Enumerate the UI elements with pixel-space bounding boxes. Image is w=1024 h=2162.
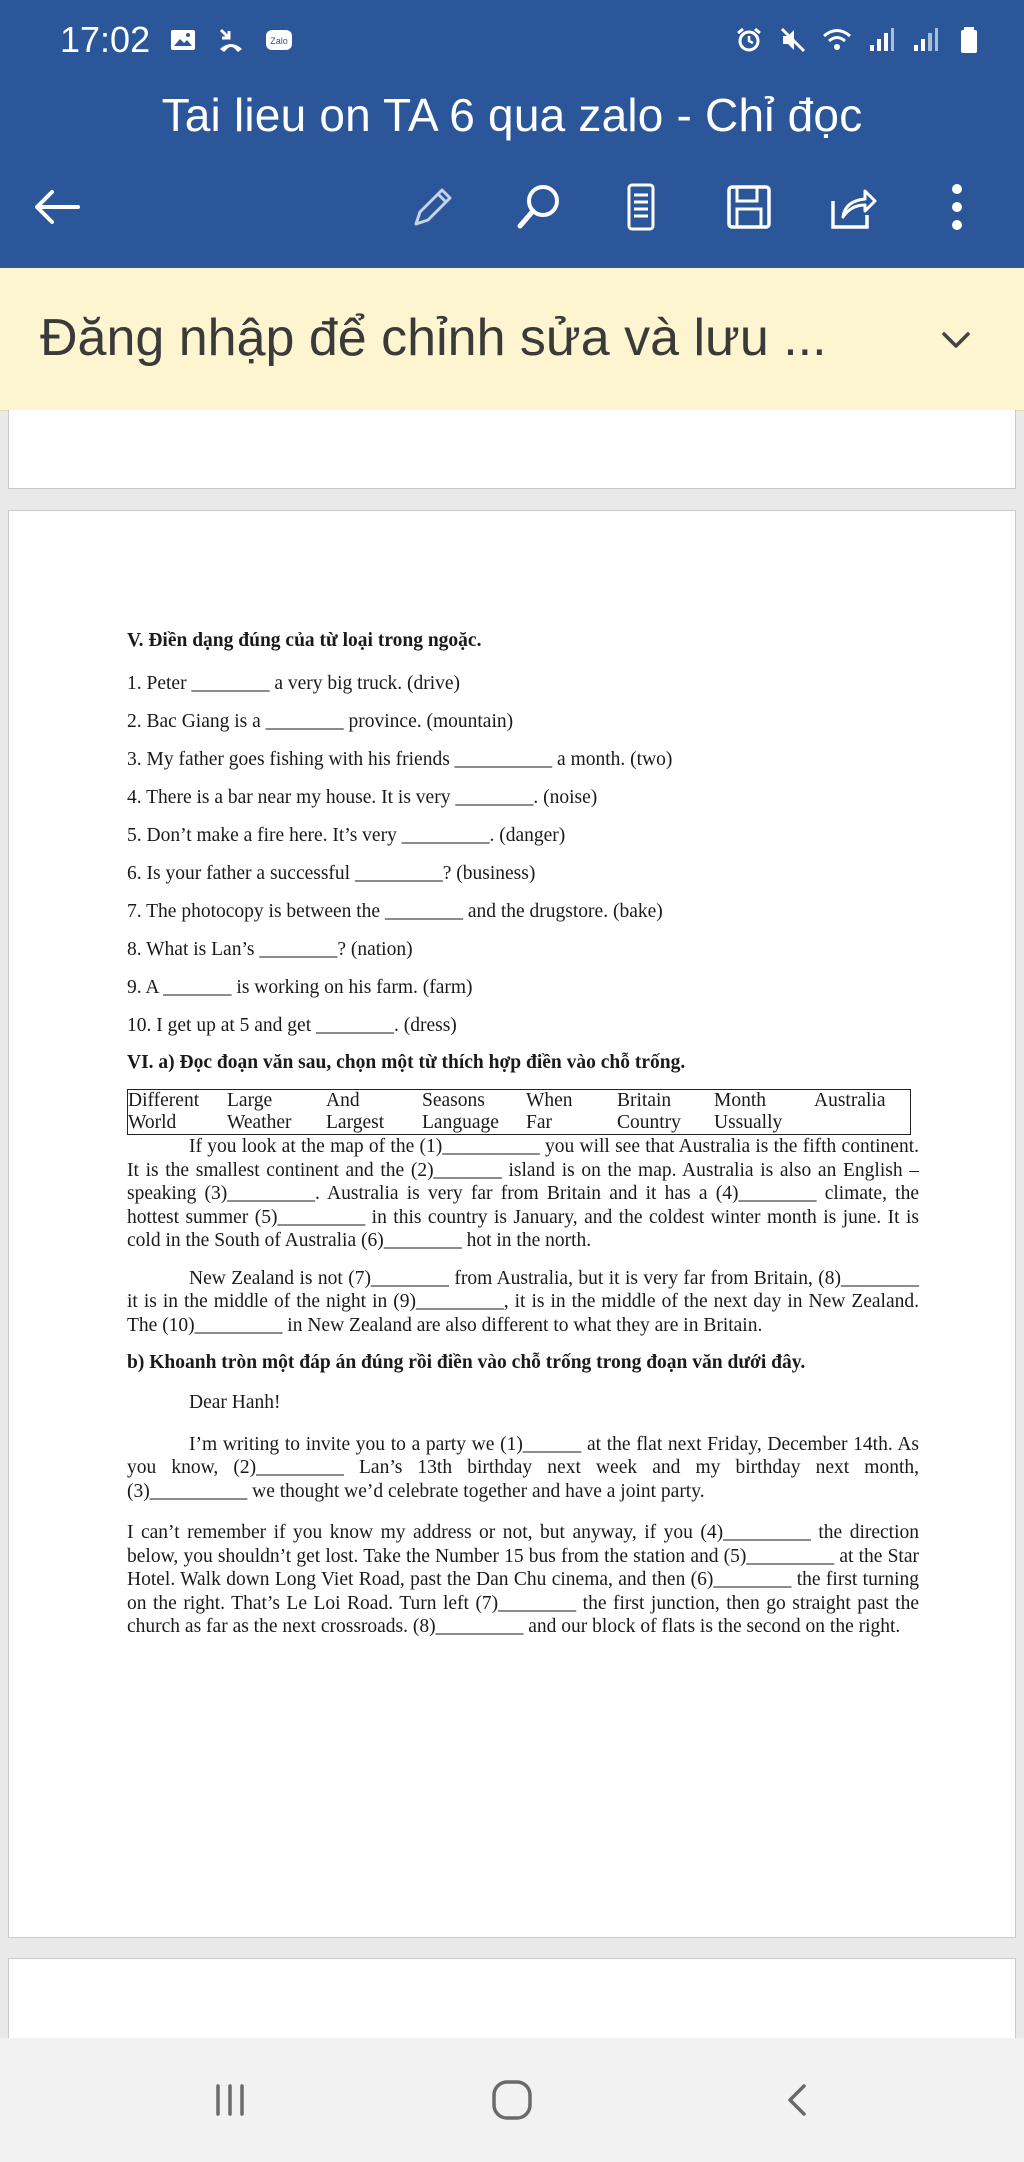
word-cell: Ussually [714, 1112, 783, 1133]
exercise-item: 9. A _______ is working on his farm. (farm) [127, 977, 473, 998]
signal-icon [910, 25, 940, 55]
wifi-icon [822, 25, 852, 55]
word-cell: And [326, 1090, 360, 1111]
status-time: 17:02 [60, 19, 151, 60]
exercise-item: 10. I get up at 5 and get ________. (dress) [127, 1015, 457, 1036]
word-cell: Far [526, 1112, 552, 1133]
document-body [127, 629, 919, 1639]
save-icon [723, 181, 775, 233]
letter-paragraph-2: I can’t remember if you know my address or not, but anyway, if you (4)_________ the direction below, you shouldn’t get lost. Take the Number 15 bus from the station and (5)_________ at the Star Hotel. Walk down Long Viet Road, past the Dan Chu cinema, and then (6)________ the first turning on the right. That’s Le Loi Road. Turn left (7)________ the first junction, then go straight past the church as far as the next crossroads. (8)_________ and our block of flats is the second on the right. [127, 1522, 919, 1637]
word-cell: Month [714, 1090, 767, 1111]
previous-page [8, 410, 1016, 489]
word-box-row [128, 1112, 910, 1134]
alarm-icon [734, 25, 764, 55]
exercise-item: 7. The photocopy is between the ________ and the drugstore. (bake) [127, 901, 663, 922]
document-page [8, 510, 1016, 1938]
word-box [127, 1089, 911, 1135]
more-icon [947, 181, 967, 233]
reading-paragraph-2: New Zealand is not (7)________ from Australia, but it is very far from Britain, (8)________ it is in the middle of the night in (9)_________, it is in the middle of the next day in New Zealand. The (10)_________ in New Zealand are also different to what they are in Britain. [127, 1267, 919, 1336]
missed-call-icon [216, 25, 246, 55]
document-title: Tai lieu on TA 6 qua zalo - Chỉ đọc [161, 89, 863, 141]
image-icon [168, 25, 198, 55]
back-icon [30, 180, 84, 234]
section-5-title: V. Điền dạng đúng của từ loại trong ngoặc. [127, 630, 482, 651]
exercise-item: 4. There is a bar near my house. It is very ________. (noise) [127, 787, 598, 808]
banner-expand-button[interactable] [928, 312, 984, 368]
save-button[interactable] [712, 170, 786, 244]
edit-button[interactable] [396, 170, 470, 244]
home-icon [488, 2076, 536, 2124]
word-cell: Large [227, 1090, 273, 1111]
recent-apps-icon [210, 2080, 250, 2120]
exercise-item: 2. Bac Giang is a ________ province. (mountain) [127, 711, 514, 732]
next-page [8, 1958, 1016, 2039]
navigation-bar [0, 2038, 1024, 2162]
more-button[interactable] [920, 170, 994, 244]
exercise-item: 1. Peter ________ a very big truck. (drive) [127, 673, 461, 694]
word-cell: Seasons [422, 1090, 485, 1111]
reading-view-button[interactable] [604, 170, 678, 244]
recent-apps-button[interactable] [198, 2068, 262, 2132]
exercise-item: 3. My father goes fishing with his friends __________ a month. (two) [127, 749, 673, 770]
word-cell: Australia [814, 1090, 886, 1111]
exercise-item: 5. Don’t make a fire here. It’s very _________. (danger) [127, 825, 566, 846]
word-box-row [128, 1090, 910, 1112]
edit-icon [408, 182, 458, 232]
letter-greeting: Dear Hanh! [189, 1392, 281, 1413]
mute-icon [778, 25, 808, 55]
svg-text:Zalo: Zalo [270, 36, 288, 46]
toolbar [0, 170, 1024, 244]
word-cell: Different [128, 1090, 200, 1111]
word-cell: World [128, 1112, 177, 1133]
search-button[interactable] [502, 170, 576, 244]
share-button[interactable] [816, 170, 890, 244]
back-nav-button[interactable] [766, 2068, 830, 2132]
word-cell: Britain [617, 1090, 672, 1111]
app-bar [0, 0, 1024, 268]
section-6b-title: b) Khoanh tròn một đáp án đúng rồi điền vào chỗ trống trong đoạn văn dưới đây. [127, 1352, 806, 1373]
search-icon [513, 181, 565, 233]
chevron-down-icon [938, 322, 974, 358]
sign-in-banner[interactable] [0, 268, 1024, 411]
section-6a-title: VI. a) Đọc đoạn văn sau, chọn một từ thích hợp điền vào chỗ trống. [127, 1052, 686, 1073]
word-cell: Weather [227, 1112, 292, 1133]
exercise-item: 8. What is Lan’s ________? (nation) [127, 939, 413, 960]
reading-paragraph-1: If you look at the map of the (1)__________ you will see that Australia is the fifth continent. It is the smallest continent and the (2)_______ island is on the map. Australia is also an English – speaking (3)_________. Australia is very far from Britain and it has a (4)________ climate, the hottest summer (5)_________ in this country is January, and the coldest winter month is june. It is cold in the South of Australia (6)________ hot in the north. [127, 1136, 919, 1251]
word-cell: When [526, 1090, 573, 1111]
exercise-item: 6. Is your father a successful _________? (business) [127, 863, 536, 884]
signal-icon [866, 25, 896, 55]
reading-view-icon [619, 181, 663, 233]
word-cell: Language [422, 1112, 499, 1133]
zalo-icon [264, 25, 294, 55]
home-button[interactable] [480, 2068, 544, 2132]
back-button[interactable] [20, 170, 94, 244]
letter-paragraph-1: I’m writing to invite you to a party we (1)______ at the flat next Friday, December 14th. As you know, (2)_________ Lan’s 13th birthday next week and my birthday next month, (3)__________ we thought we’d celebrate together and have a joint party. [127, 1433, 919, 1502]
battery-icon [954, 25, 984, 55]
status-bar [0, 0, 1024, 80]
word-cell: Country [617, 1112, 681, 1133]
back-nav-icon [778, 2080, 818, 2120]
share-icon [827, 181, 879, 233]
word-cell: Largest [326, 1112, 385, 1133]
banner-text: Đăng nhập để chỉnh sửa và lưu ... [40, 309, 827, 367]
